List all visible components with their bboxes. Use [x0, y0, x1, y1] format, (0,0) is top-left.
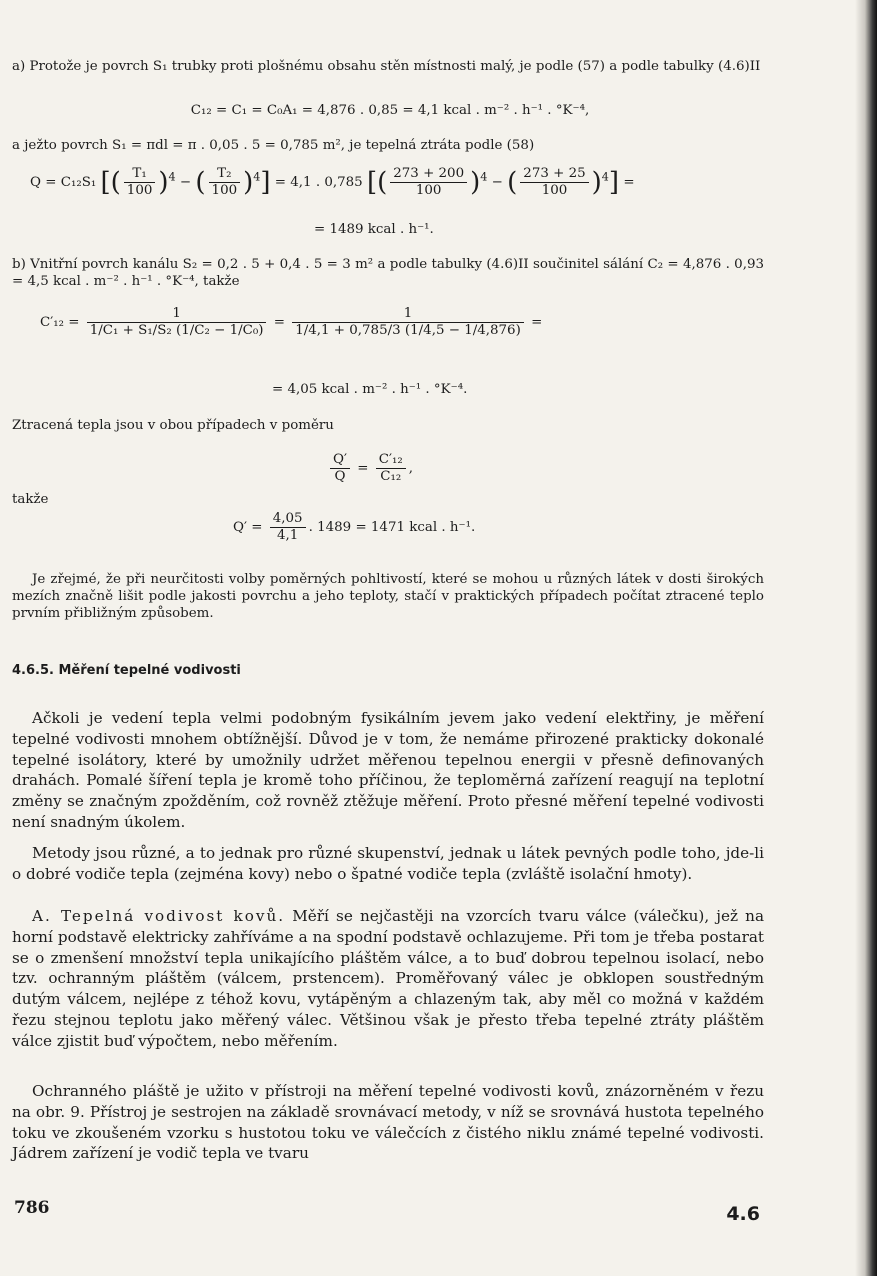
equation-c12-prime: C′₁₂ = $\frac{1}{\text{1/C₁ + S₁/S₂ (1/C₂ − 1/C₀)}}$ = $\frac{1}{1/4,1 + 0,785/3 (1/4,5 - 1/4,876)}$ =: [40, 306, 543, 338]
equation-c12: C₁₂ = C₁ = C₀A₁ = 4,876 . 0,85 = 4,1 kcal . m⁻² . h⁻¹ . °K⁻⁴,: [190, 103, 590, 118]
equation-q-result: = 1489 kcal . h⁻¹.: [314, 222, 434, 237]
paragraph-b: b) Vnitřní povrch kanálu S₂ = 0,2 . 5 + 0,4 . 5 = 3 m² a podle tabulky (4.6)II součinitel sálání C₂ = 4,876 . 0,93 = 4,5 kcal . m⁻² . h⁻¹ . °K⁻⁴, takže: [12, 257, 764, 289]
equation-c12-prime-result: = 4,05 kcal . m⁻² . h⁻¹ . °K⁻⁴.: [272, 382, 468, 397]
body-paragraph-3: [12, 906, 764, 1052]
body-paragraph-4: Ochranného pláště je užito v přístroji na měření tepelné vodivosti kovů, znázorněném v řezu na obr. 9. Přístroj je sestrojen na základě srovnávací metody, v níž se srovnává hustota tepelného toku ve zkoušeném vzorku s hustotou toku ve válečcích z čistého niklu známé tepelné vodivosti. Jádrem zařízení je vodič tepla ve tvaru: [12, 1082, 764, 1163]
section-title: 4.6.5. Měření tepelné vodivosti: [12, 663, 241, 678]
equation-ratio: $\frac{Q'}{Q}$ = $\frac{\text{C′₁₂}}{\text{C₁₂}}$ ,: [327, 452, 413, 485]
eq-q-mid: = 4,1 . 0,785: [274, 175, 363, 190]
paragraph-conclusion: Je zřejmé, že při neurčitosti volby poměrných pohltivostí, které se mohou u různých látek v dosti širokých mezích značně lišit podle jakosti povrchu a jeho teploty, stačí v praktických případech počítat ztracené teplo prvním přibližným způsobem.: [12, 572, 764, 621]
section-number: 4.6: [726, 1203, 760, 1225]
frac-numeric: $\frac{1}{1/4,1 + 0,785/3 (1/4,5 - 1/4,876)}$: [292, 306, 524, 339]
body-paragraph-2: Metody jsou různé, a to jednak pro různé skupenství, jednak u látek pevných podle toho, jde-li o dobré vodiče tepla (zejména kovy) nebo o špatné vodiče tepla (zvláště isolační hmoty).: [12, 844, 764, 883]
p3-heading: A. Tepelná vodivost kovů.: [32, 907, 286, 925]
ratio-intro: Ztracená tepla jsou v obou případech v poměru: [12, 418, 334, 433]
eq-c12p-lhs: C′₁₂ =: [40, 315, 80, 330]
eq-q-lhs: Q = C₁₂S₁: [30, 175, 97, 190]
equation-q-prime: Q′ = $\frac{4,05}{4,1}$ . 1489 = 1471 kcal . h⁻¹.: [233, 511, 476, 543]
surface-line: a ježto povrch S₁ = πdl = π . 0,05 . 5 = 0,785 m², je tepelná ztráta podle (58): [12, 138, 535, 153]
frac-t2: $\frac{\text{T₂}}{100}$: [209, 166, 241, 199]
p3-text: Měří se nejčastěji na vzorcích tvaru válce (válečku), jež na horní podstavě elektricky zahříváme a na spodní podstavě ochlazujeme. Při tom je třeba postarat se o zmenšení množství tepla unikajícího pláštěm válce, a to buď dobrou tepelnou isolací, nebo tzv. ochranným pláštěm (válcem, prstencem). Proměřovaný válec je obklopen soustředným dutým válcem, nejlépe z téhož kovu, vytápěným a chlazeným tak, aby měl co možná v každém řezu stejnou teplotu jako měřený válec. Většinou však je přesto třeba tepelné ztráty pláštěm válce zjistit buď výpočtem, nebo měřením.: [12, 907, 764, 1050]
equation-q: Q = C₁₂S₁ [( $\frac{\text{T₁}}{100}$ )$^4$ − ( $\frac{\text{T₂}}{100}$ )$^4$] = 4,1 . 0,785 [( $\frac{273 + 200}{100}$ )$^4$ − ( $\frac{273 + 25}{100}$ )$^4$] =: [30, 166, 635, 198]
page-number: 786: [14, 1198, 50, 1218]
frac-symbolic: $\frac{1}{\text{1/C₁ + S₁/S₂ (1/C₂ − 1/C₀)}}$: [87, 306, 267, 339]
body-paragraph-1: Ačkoli je vedení tepla velmi podobným fysikálním jevem jako vedení elektřiny, je měření tepelné vodivosti mnohem obtížnější. Důvod je v tom, že nemáme přirozené prakticky dokonalé tepelné isolátory, které by umožnily udržet měřenou tepelnou energii v přesně definovaných drahách. Pomalé šíření tepla je kromě toho příčinou, že teploměrná zařízení reagují na teplotní změny se značným zpožděním, což rovněž ztěžuje měření. Proto přesné měření tepelné vodivosti není snadným úkolem.: [12, 709, 764, 831]
frac-n1: $\frac{273 + 200}{100}$: [390, 166, 467, 199]
page-edge-shadow: [855, 0, 877, 1276]
frac-n2: $\frac{273 + 25}{100}$: [520, 166, 588, 199]
takze-label: takže: [12, 492, 49, 507]
frac-t1: $\frac{\text{T₁}}{100}$: [124, 166, 156, 199]
paragraph-a: a) Protože je povrch S₁ trubky proti plošnému obsahu stěn místnosti malý, je podle (57) a podle tabulky (4.6)II: [12, 59, 761, 74]
